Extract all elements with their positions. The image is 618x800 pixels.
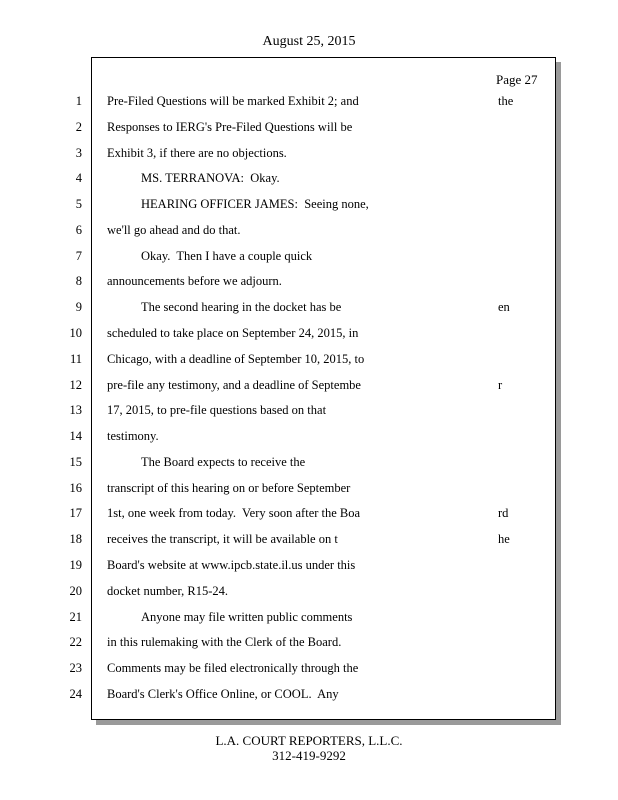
- line-overflow-text: the: [498, 94, 514, 108]
- line-number: 4: [75, 171, 82, 185]
- line-number: 12: [69, 378, 82, 392]
- line-number: 9: [75, 300, 82, 314]
- line-number: 1: [75, 94, 82, 108]
- line-number: 21: [69, 610, 82, 624]
- line-overflow-text: rd: [498, 506, 509, 520]
- line-number: 20: [69, 584, 82, 598]
- line-text: testimony.: [107, 429, 159, 443]
- line-text: Anyone may file written public comments: [141, 610, 353, 624]
- line-text: scheduled to take place on September 24, 2015, in: [107, 326, 359, 340]
- line-text: MS. TERRANOVA: Okay.: [141, 171, 280, 185]
- line-text: 17, 2015, to pre-file questions based on that: [107, 403, 327, 417]
- line-number: 22: [69, 635, 82, 649]
- line-number: 5: [75, 197, 82, 211]
- line-text: Board's Clerk's Office Online, or COOL. Any: [107, 687, 339, 701]
- page-number-label: Page 27: [496, 72, 538, 87]
- line-number: 7: [75, 249, 82, 263]
- line-number: 19: [69, 558, 82, 572]
- line-text: Exhibit 3, if there are no objections.: [107, 146, 287, 160]
- footer-company: L.A. COURT REPORTERS, L.L.C.: [215, 733, 403, 748]
- footer-phone: 312-419-9292: [272, 748, 346, 763]
- line-number: 18: [69, 532, 82, 546]
- line-text: The Board expects to receive the: [141, 455, 306, 469]
- line-number: 8: [75, 274, 82, 288]
- line-overflow-text: he: [498, 532, 510, 546]
- line-text: Okay. Then I have a couple quick: [141, 249, 313, 263]
- line-number: 10: [69, 326, 82, 340]
- line-text: The second hearing in the docket has be: [141, 300, 342, 314]
- line-overflow-text: r: [498, 378, 503, 392]
- line-text: in this rulemaking with the Clerk of the Board.: [107, 635, 342, 649]
- line-number: 3: [75, 146, 82, 160]
- line-text: transcript of this hearing on or before September: [107, 481, 351, 495]
- line-text: docket number, R15-24.: [107, 584, 229, 598]
- line-text: 1st, one week from today. Very soon after the Boa: [107, 506, 361, 520]
- line-text: Chicago, with a deadline of September 10, 2015, to: [107, 352, 365, 366]
- line-number: 24: [69, 687, 82, 701]
- line-text: receives the transcript, it will be available on t: [107, 532, 338, 546]
- line-text: pre-file any testimony, and a deadline of Septembe: [107, 378, 361, 392]
- line-number: 23: [69, 661, 82, 675]
- line-number: 11: [69, 352, 82, 366]
- line-text: Board's website at www.ipcb.state.il.us under this: [107, 558, 356, 572]
- line-text: HEARING OFFICER JAMES: Seeing none,: [141, 197, 369, 211]
- line-text: Pre-Filed Questions will be marked Exhibit 2; and: [107, 94, 359, 108]
- footer: [0, 733, 618, 763]
- line-number: 13: [69, 403, 82, 417]
- line-number: 2: [75, 120, 82, 134]
- line-number: 15: [69, 455, 82, 469]
- page-date-header: August 25, 2015: [262, 34, 356, 49]
- line-text: Responses to IERG's Pre-Filed Questions will be: [107, 120, 353, 134]
- line-text: announcements before we adjourn.: [107, 274, 282, 288]
- line-overflow-text: en: [498, 300, 510, 314]
- line-text: Comments may be filed electronically through the: [107, 661, 359, 675]
- line-number: 6: [75, 223, 82, 237]
- line-number: 14: [69, 429, 82, 443]
- line-number: 17: [69, 506, 82, 520]
- line-number: 16: [69, 481, 82, 495]
- line-text: we'll go ahead and do that.: [107, 223, 241, 237]
